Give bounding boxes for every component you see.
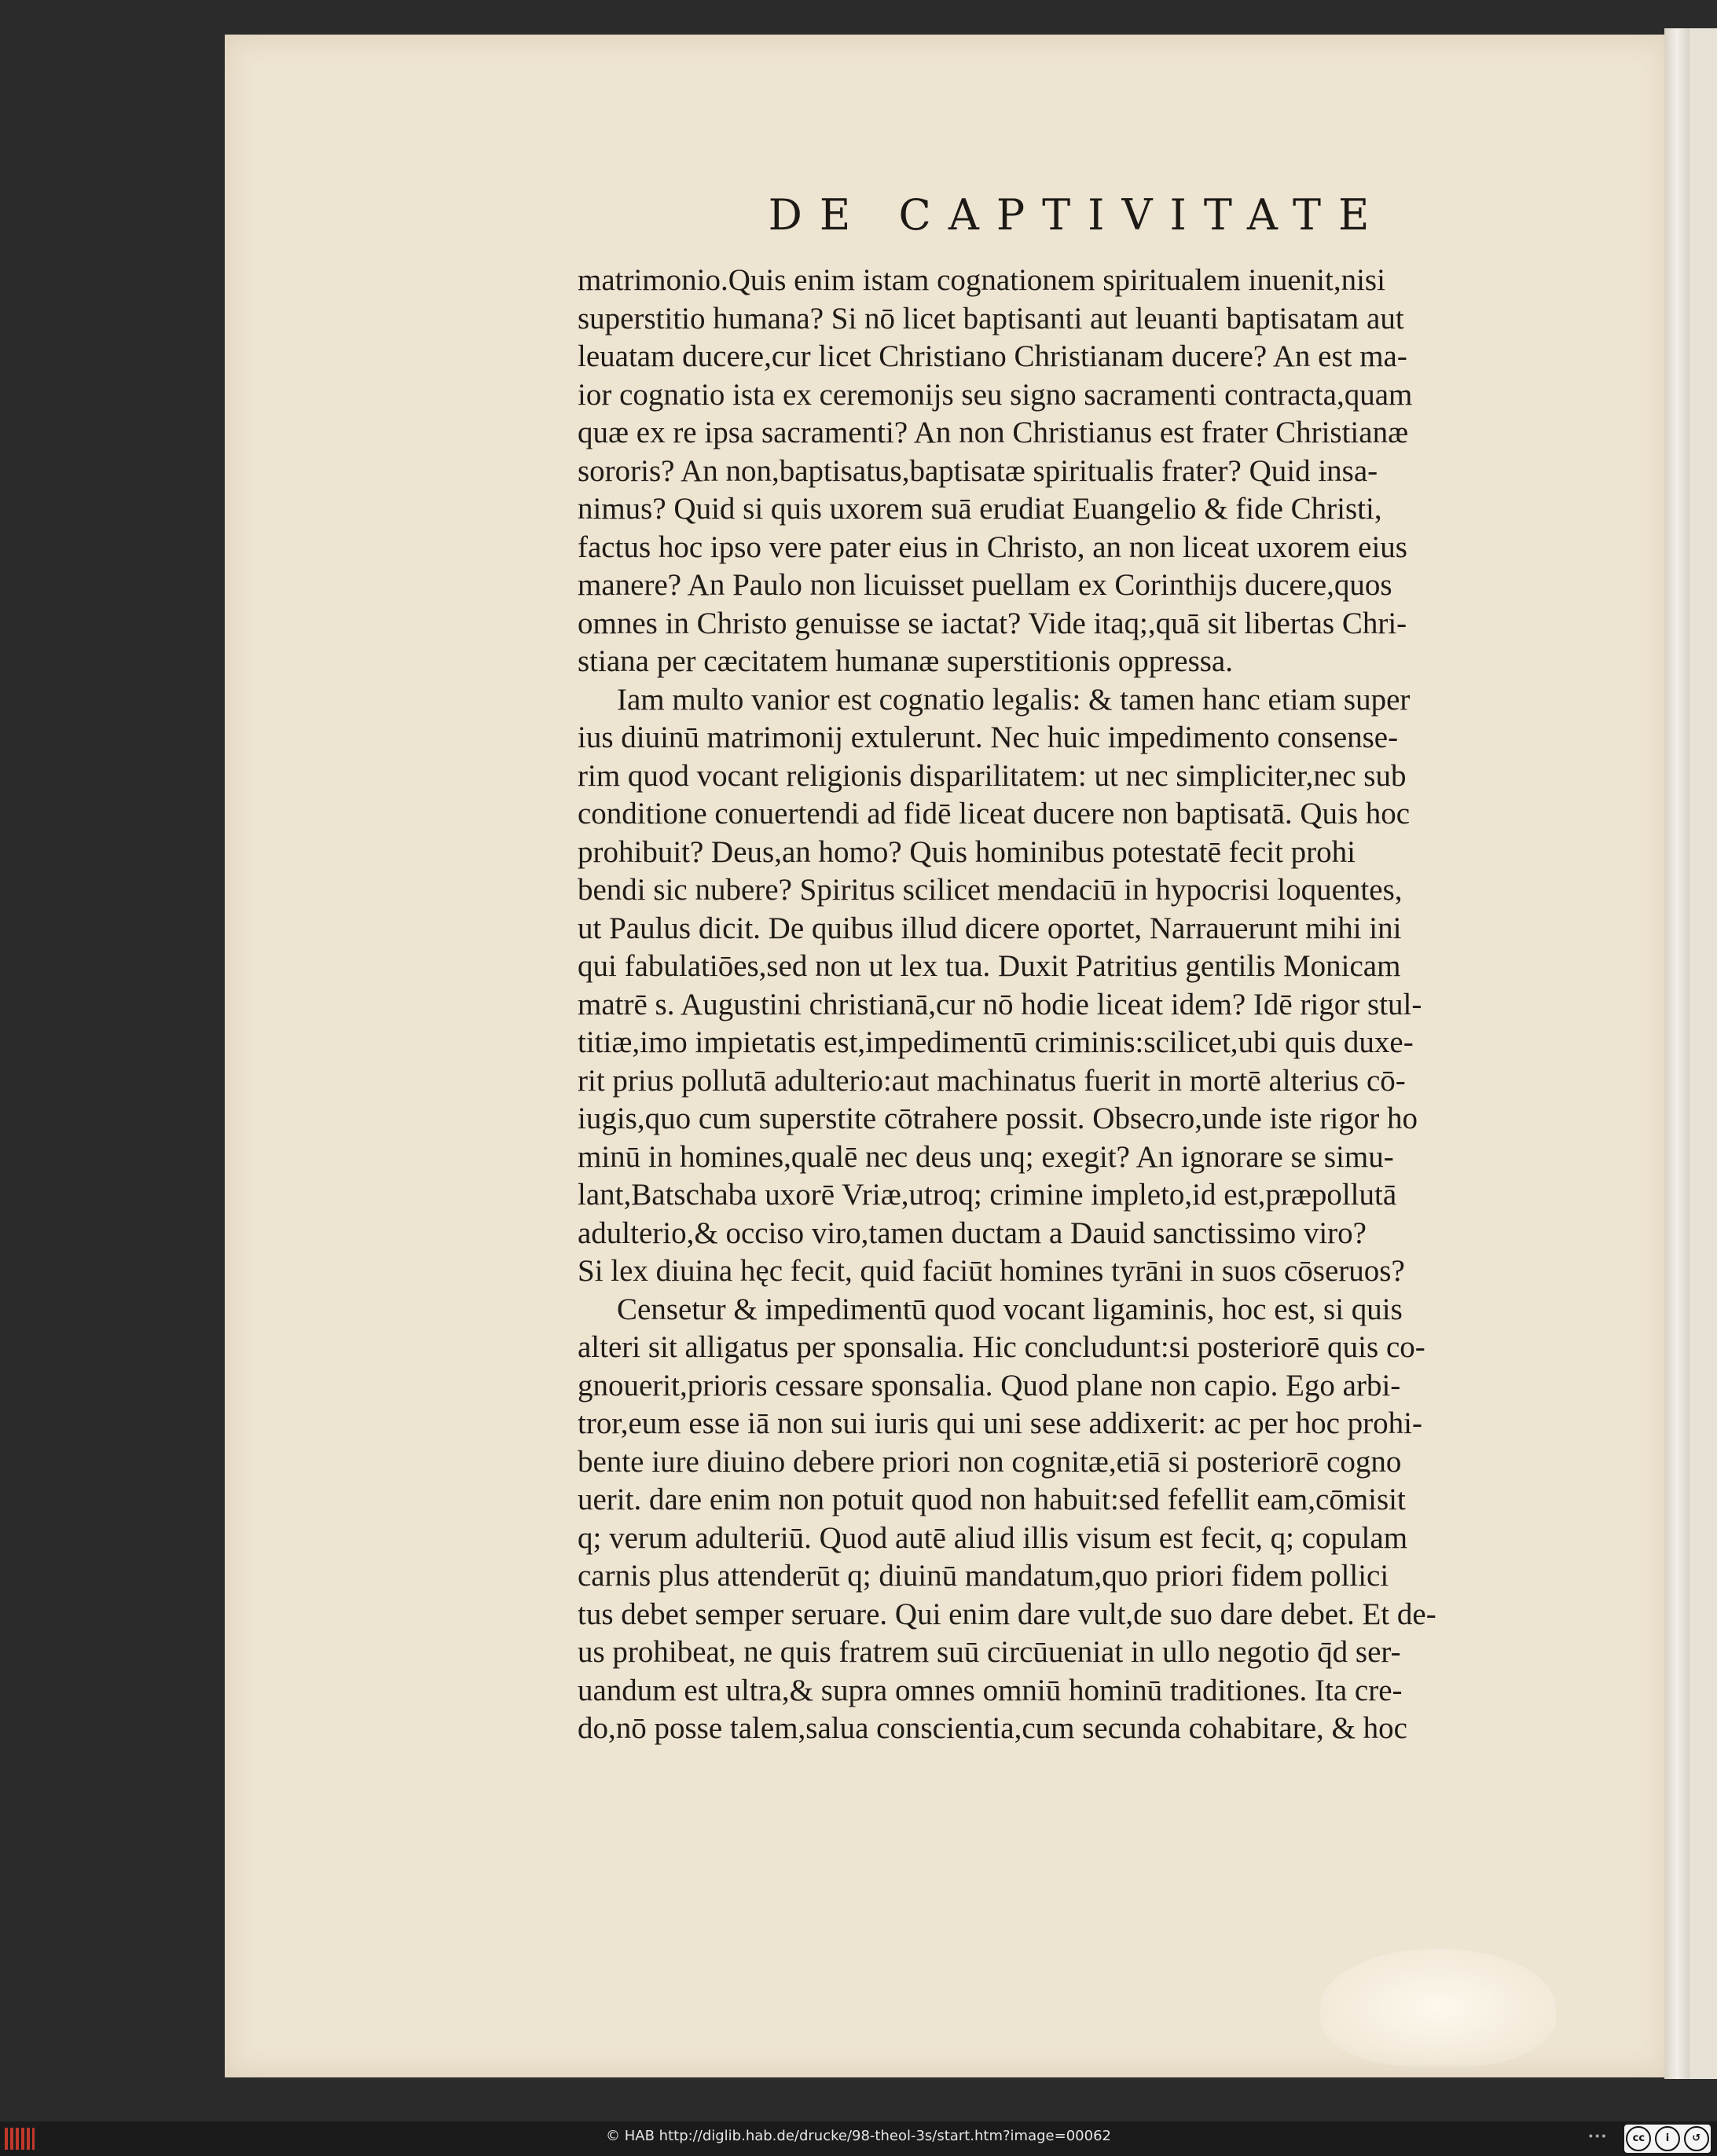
text-line: bente iure diuino debere priori non cognitæ,etiā si posteriorē cogno (578, 1444, 1402, 1479)
text-line: conditione conuertendi ad fidē liceat ducere non baptisatā. Quis hoc (578, 797, 1411, 830)
text-line: prohibuit? Deus,an homo? Quis hominibus potestatē fecit prohi (578, 834, 1356, 869)
text-line: stiana per cæcitatem humanæ superstitionis oppressa. (578, 644, 1233, 678)
text-line: factus hoc ipso vere pater eius in Christo, an non liceat uxorem eius (578, 530, 1407, 564)
text-line: bendi sic nubere? Spiritus scilicet mendaciū in hypocrisi loquentes, (578, 873, 1403, 907)
text-line: uandum est ultra,& supra omnes omniū hominū traditiones. Ita cre- (578, 1673, 1403, 1707)
text-line: do,nō posse talem,salua conscientia,cum secunda cohabitare, & hoc (578, 1711, 1407, 1745)
text-line: Si lex diuina hęc fecit, quid faciūt homines tyrāni in suos cōseruos? (578, 1254, 1405, 1288)
text-line: us prohibeat, ne quis fratrem suū circūueniat in ullo negotio q̄d ser- (578, 1635, 1401, 1669)
text-line: quæ ex re ipsa sacramenti? An non Christianus est frater Christianæ (578, 416, 1409, 449)
text-line: matrē s. Augustini christianā,cur nō hodie liceat idem? Idē rigor stul- (578, 987, 1422, 1021)
source-citation[interactable]: © HAB http://diglib.hab.de/drucke/98-theol-3s/start.htm?image=00062 (606, 2128, 1111, 2144)
text-line: nimus? Quid si quis uxorem suā erudiat Euangelio & fide Christi, (578, 492, 1382, 526)
text-line: ius diuinū matrimonij extulerunt. Nec huic impedimento consense- (578, 720, 1399, 754)
next-page-strip (1689, 28, 1717, 2079)
text-line: Iam multo vanior est cognatio legalis: & tamen hanc etiam super (617, 682, 1411, 717)
running-head: DE CAPTIVITATE (768, 190, 1387, 240)
text-line: ior cognatio ista ex ceremonijs seu signo sacramenti contracta,quam (578, 377, 1413, 412)
text-line: tus debet semper seruare. Qui enim dare vult,de suo dare debet. Et de- (578, 1597, 1436, 1631)
text-line: manere? An Paulo non licuisset puellam ex Corinthijs ducere,quos (578, 568, 1392, 602)
text-line: iugis,quo cum superstite cōtrahere possit. Obsecro,unde iste rigor ho (578, 1102, 1418, 1135)
by-icon: i (1655, 2126, 1680, 2151)
text-line: superstitio humana? Si nō licet baptisanti aut leuanti baptisatam aut (578, 301, 1404, 336)
text-line: q; verum adulteriū. Quod autē aliud illis visum est fecit, q; copulam (578, 1520, 1408, 1555)
paper-stain (1320, 1949, 1556, 2066)
text-line: ut Paulus dicit. De quibus illud dicere oportet, Narrauerunt mihi ini (578, 911, 1402, 945)
text-line: carnis plus attenderūt q; diuinū mandatum,quo priori fidem pollici (578, 1559, 1389, 1593)
text-line: titiæ,imo impietatis est,impedimentū criminis:scilicet,ubi quis duxe- (578, 1025, 1414, 1059)
text-line: sororis? An non,baptisatus,baptisatæ spiritualis frater? Quid insa- (578, 453, 1378, 488)
text-line: matrimonio.Quis enim istam cognationem spiritualem inuenit,nisi (578, 263, 1385, 297)
text-line: rim quod vocant religionis disparilitatem: ut nec simpliciter,nec sub (578, 758, 1407, 793)
text-line: tror,eum esse iā non sui iuris qui uni sese addixerit: ac per hoc prohi- (578, 1406, 1422, 1440)
license-badge-icon[interactable] (1624, 2125, 1711, 2153)
text-line: adulterio,& occiso viro,tamen ductam a Dauid sanctissimo viro? (578, 1216, 1367, 1250)
text-line: rit prius pollutā adulterio:aut machinatus fuerit in mortē alterius cō- (578, 1063, 1406, 1098)
text-line: uerit. dare enim non potuit quod non habuit:sed fefellit eam,cōmisit (578, 1483, 1406, 1516)
text-block (578, 262, 1576, 1748)
cc-icon: cc (1626, 2126, 1651, 2151)
text-line: omnes in Christo genuisse se iactat? Vide itaq;,quā sit libertas Chri- (578, 606, 1407, 640)
text-line: lant,Batschaba uxorē Vriæ,utroq; crimine impleto,id est,præpollutā (578, 1178, 1397, 1212)
text-line: qui fabulatiōes,sed non ut lex tua. Duxit Patritius gentilis Monicam (578, 949, 1401, 983)
text-line: gnouerit,prioris cessare sponsalia. Quod plane non capio. Ego arbi- (578, 1368, 1401, 1402)
text-line: Censetur & impedimentū quod vocant ligaminis, hoc est, si quis (617, 1292, 1403, 1326)
text-line: leuatam ducere,cur licet Christiano Christianam ducere? An est ma- (578, 339, 1407, 373)
text-line: minū in homines,qualē nec deus unq; exegit? An ignorare se simu- (578, 1139, 1394, 1174)
text-line: alteri sit alligatus per sponsalia. Hic concludunt:si posteriorē quis co- (578, 1330, 1425, 1364)
ellipsis-icon: ••• (1587, 2131, 1607, 2143)
viewer-footer (0, 2121, 1717, 2156)
sa-icon: ↺ (1684, 2126, 1709, 2151)
